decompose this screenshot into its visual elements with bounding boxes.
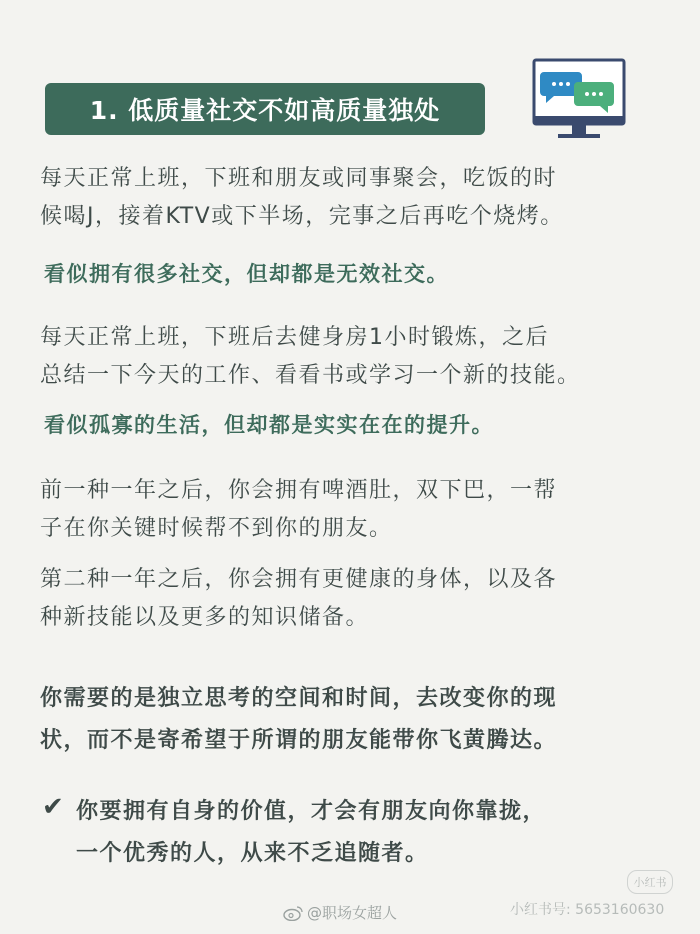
tip xyxy=(76,791,546,875)
paragraph-line: 每天正常上班，下班后去健身房1小时锻炼，之后 xyxy=(40,325,549,350)
paragraph-1 xyxy=(40,160,665,236)
conclusion-line: 状，而不是寄希望于所谓的朋友能带你飞黄腾达。 xyxy=(40,728,558,753)
paragraph-2 xyxy=(40,319,665,395)
paragraph-line: 子在你关键时候帮不到你的朋友。 xyxy=(40,516,393,541)
tip-line: 你要拥有自身的价值，才会有朋友向你靠拢， xyxy=(76,799,547,824)
weibo-handle: @职场女超人 xyxy=(307,904,398,922)
xhs-badge: 小红书 xyxy=(627,870,673,894)
conclusion-line: 你需要的是独立思考的空间和时间，去改变你的现 xyxy=(40,686,558,711)
paragraph-line: 前一种一年之后，你会拥有啤酒肚，双下巴，一帮 xyxy=(40,478,558,503)
paragraph-4 xyxy=(40,561,665,637)
chat-monitor-icon xyxy=(532,58,626,140)
tip-line: 一个优秀的人，从来不乏追随者。 xyxy=(76,841,429,866)
xhs-id-watermark: 小红书号: 5653160630 xyxy=(510,902,665,918)
weibo-icon xyxy=(283,905,303,921)
paragraph-line: 第二种一年之后，你会拥有更健康的身体，以及各 xyxy=(40,567,558,592)
highlight-1: 看似拥有很多社交，但却都是无效社交。 xyxy=(44,262,449,286)
section-title: 1. 低质量社交不如高质量独处 xyxy=(45,83,485,135)
paragraph-line: 种新技能以及更多的知识储备。 xyxy=(40,605,370,630)
conclusion xyxy=(40,678,680,762)
paragraph-line: 候喝J，接着KTV或下半场，完事之后再吃个烧烤。 xyxy=(40,204,564,229)
paragraph-line: 总结一下今天的工作、看看书或学习一个新的技能。 xyxy=(40,363,581,388)
weibo-watermark xyxy=(283,902,397,923)
paragraph-line: 每天正常上班，下班和朋友或同事聚会，吃饭的时 xyxy=(40,166,558,191)
paragraph-3 xyxy=(40,472,665,548)
checkmark-icon: ✔ xyxy=(42,792,64,822)
highlight-2: 看似孤寡的生活，但却都是实实在在的提升。 xyxy=(44,413,494,437)
